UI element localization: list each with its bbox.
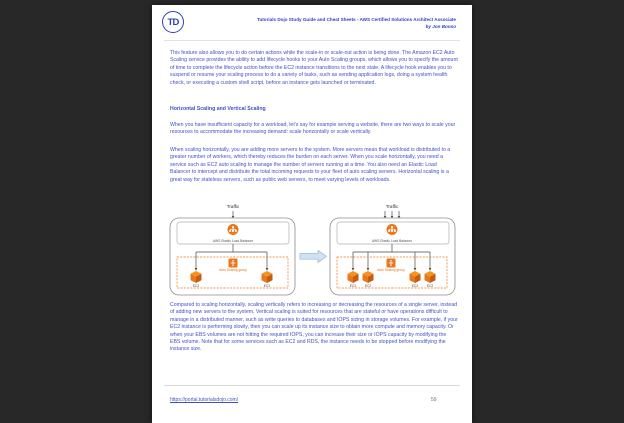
auto-scaling-group-label: Auto Scaling group [219, 268, 247, 272]
scale-out-arrow-icon [300, 250, 327, 262]
ec2-label: EC2 [349, 283, 357, 288]
ec2-label: EC2 [192, 283, 200, 288]
ec2-label: EC2 [263, 283, 271, 288]
document-page [152, 5, 472, 423]
ec2-label: EC2 [364, 283, 372, 288]
paragraph-lifecycle-hooks: This feature also allows you to do certain actions while the scale-in or scale-out action is being done. The Amazon EC2 Auto Scaling service provides the ability to add lifecycle hooks to your Auto Scaling groups, which allows you to specify the amount of time to complete the lifecycle action before the EC2 instance transitions to the next state. A lifecycle hook enables you to suspend or resume your scaling process to do a variety of tasks, such as sending application logs, doing a system health check, or executing a custom shell script, before an instance gets launched or terminated. [170, 50, 458, 86]
page-number: 59 [431, 397, 437, 403]
elb-label: AWS Elastic Load Balancer [212, 239, 254, 243]
architecture-before [170, 211, 295, 295]
paragraph-scaling-intro: When you have insufficient capacity for a workload, let's say for example serving a website, there are two ways to scale your resources to accommodate the increasing demand: scale horizontally or scale vertically. [170, 122, 456, 136]
tutorials-dojo-logo [162, 11, 184, 33]
elb-icon [228, 224, 239, 235]
traffic-label: Traffic [385, 204, 399, 209]
elb-label: AWS Elastic Load Balancer [371, 239, 413, 243]
auto-scaling-group-icon [387, 259, 396, 268]
document-byline: by Jon Bonso [425, 23, 456, 29]
paragraph-vertical-scaling: Compared to scaling horizontally, scaling vertically refers to increasing or decreasing the resources of a single server, instead of adding new servers to the system. Vertical scaling is suited for resources that are stateful or have operations difficult to manage in a distributed manner, such as write queries to databases and IOPS sizing in storage volumes. For example, if your EC2 instance is performing slowly, then you can scale up its instance size to obtain more compute and memory capacity. Or when your EBS volumes are not hitting the required IOPS, you can increase their size or IOPS capacity by modifying the EBS volume. Note that for some services such as EC2 and RDS, the instance needs to be stopped before modifying the instance size. [170, 302, 458, 353]
elb-icon [387, 224, 398, 235]
auto-scaling-group-icon [229, 259, 238, 268]
auto-scaling-group-label: Auto Scaling group [377, 268, 405, 272]
document-header [194, 17, 456, 30]
section-heading: Horizontal Scaling and Vertical Scaling [170, 106, 266, 112]
scaling-diagram [152, 204, 472, 300]
paragraph-horizontal-scaling: When scaling horizontally, you are adding more servers to the system. More servers mean that workload is distributed to a greater number of workers, which thereby reduces the burden on each server. When you scale horizontally, you need a service such as EC2 auto scaling to manage the number of servers running at a time. You also need an Elastic Load Balancer to intercept and distribute the total incoming requests to your fleet of auto scaling servers. Horizontal scaling is a great way for stateless servers, such as public web servers, to meet varying levels of workloads. [170, 147, 451, 183]
ec2-label: EC2 [426, 283, 434, 288]
logo-text: TD [167, 16, 179, 28]
architecture-after [330, 211, 455, 295]
document-title: Tutorials Dojo Study Guide and Cheat Sheets - AWS Certified Solutions Architect Associate [256, 17, 456, 22]
traffic-label: Traffic [226, 204, 240, 209]
header-divider [164, 40, 460, 41]
ec2-label: EC2 [411, 283, 419, 288]
portal-link[interactable]: https://portal.tutorialsdojo.com/ [170, 397, 239, 403]
footer-divider [164, 385, 460, 386]
